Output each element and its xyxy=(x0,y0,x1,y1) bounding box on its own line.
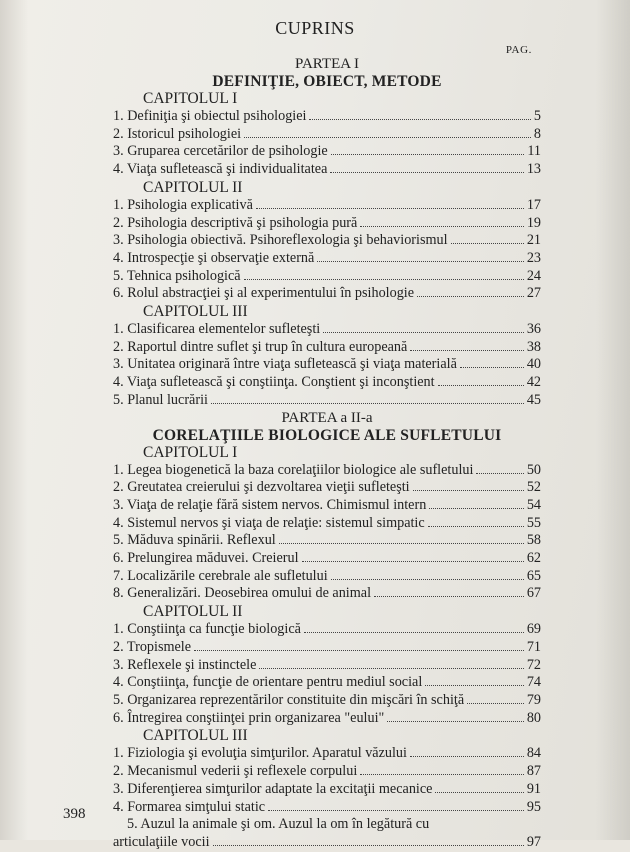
toc-entry-page: 55 xyxy=(526,514,541,531)
leader-dots xyxy=(410,756,524,757)
chapter-label: CAPITOLUL I xyxy=(143,443,238,461)
toc-entry-page: 97 xyxy=(526,833,541,850)
toc-entry-page: 50 xyxy=(526,461,541,478)
toc-entry-page: 80 xyxy=(526,709,541,726)
toc-entry xyxy=(113,532,541,550)
toc-entry-title: 3. Viaţa de relaţie fără sistem nervos. Chimismul intern xyxy=(113,496,427,513)
toc-entry xyxy=(113,799,541,817)
toc-entry-page: 17 xyxy=(526,196,541,213)
toc-entry-title: 3. Unitatea originară între viaţa sufletească şi viaţa materială xyxy=(113,356,457,373)
toc-entry xyxy=(113,339,541,357)
toc-entry-page: 54 xyxy=(526,496,541,513)
toc-entry-page: 95 xyxy=(526,798,541,815)
toc-entry xyxy=(113,657,541,675)
toc-entry xyxy=(113,392,541,410)
toc-entry-title: 1. Conştiinţa ca funcţie biologică xyxy=(113,621,301,638)
leader-dots xyxy=(360,226,524,227)
toc-entry-page: 27 xyxy=(526,285,541,302)
toc-entry-page: 36 xyxy=(526,321,541,338)
toc-entry xyxy=(113,285,541,303)
leader-dots xyxy=(244,137,531,138)
leader-dots xyxy=(244,279,524,280)
toc-entry-page: 58 xyxy=(526,532,541,549)
part-heading: CORELAŢIILE BIOLOGICE ALE SUFLETULUI xyxy=(152,426,502,444)
toc-entry xyxy=(113,232,541,250)
toc-entry-page: 79 xyxy=(526,691,541,708)
toc-entry-title: 4. Conştiinţa, funcţie de orientare pentru mediul social xyxy=(113,674,423,691)
leader-dots xyxy=(425,685,524,686)
toc-entry xyxy=(113,161,541,179)
leader-dots xyxy=(374,596,524,597)
leader-dots xyxy=(211,403,524,404)
toc-entry-page: 71 xyxy=(526,638,541,655)
toc-entry xyxy=(113,374,541,392)
part-label: PARTEA a II-a xyxy=(281,409,373,426)
toc-entry-title: 3. Diferenţierea simţurilor adaptate la excitaţii mecanice xyxy=(113,780,433,797)
toc-entry-page: 5 xyxy=(533,108,541,124)
toc-entry-title: 6. Rolul abstracţiei şi al experimentului în psihologie xyxy=(113,285,415,302)
toc-entry-title: 2. Tropismele xyxy=(113,638,192,655)
toc-entry xyxy=(113,479,541,497)
table-of-contents xyxy=(113,56,541,852)
toc-entry-title: 2. Psihologia descriptivă şi psihologia pură xyxy=(113,214,358,231)
toc-entry-title: 5. Tehnica psihologică xyxy=(113,267,241,284)
toc-entry xyxy=(113,515,541,533)
leader-dots xyxy=(413,490,524,491)
leader-dots xyxy=(302,561,524,562)
leader-dots xyxy=(467,703,524,704)
leader-dots xyxy=(360,774,524,775)
toc-entry-page: 11 xyxy=(527,143,541,160)
toc-entry-page: 84 xyxy=(526,745,541,762)
leader-dots xyxy=(438,385,524,386)
leader-dots xyxy=(256,208,524,209)
toc-entry-continuation: articulaţiile vocii xyxy=(113,833,210,850)
toc-entry xyxy=(113,356,541,374)
leader-dots xyxy=(387,721,523,722)
toc-entry-title: 5. Măduva spinării. Reflexul xyxy=(113,532,276,549)
leader-dots xyxy=(460,367,524,368)
toc-entry xyxy=(113,197,541,215)
toc-entry-page: 69 xyxy=(526,621,541,638)
leader-dots xyxy=(330,172,523,173)
toc-entry-title: 7. Localizările cerebrale ale sufletului xyxy=(113,567,328,584)
leader-dots xyxy=(429,508,524,509)
toc-entry-page: 65 xyxy=(526,567,541,584)
toc-entry xyxy=(113,710,541,728)
toc-entry xyxy=(113,621,541,639)
leader-dots xyxy=(194,650,524,651)
toc-entry-page: 91 xyxy=(526,780,541,797)
toc-entry-title: 3. Gruparea cercetărilor de psihologie xyxy=(113,143,328,160)
toc-entry-title: 1. Legea biogenetică la baza corelaţiilor biologice ale sufletului xyxy=(113,461,474,478)
toc-entry-title: 4. Viaţa sufletească şi conştiinţa. Conştient şi inconştient xyxy=(113,374,435,391)
toc-entry-first-line: 5. Auzul la animale şi om. Auzul la om în legătură cu xyxy=(127,816,430,833)
toc-entry-page: 8 xyxy=(533,125,541,142)
toc-entry xyxy=(113,692,541,710)
leader-dots xyxy=(317,261,524,262)
toc-entry xyxy=(113,126,541,144)
toc-entry-page: 24 xyxy=(526,267,541,284)
page-column-label: PAG. xyxy=(505,44,532,56)
leader-dots xyxy=(309,119,530,120)
leader-dots xyxy=(410,350,524,351)
toc-entry-page: 67 xyxy=(526,585,541,602)
chapter-label: CAPITOLUL II xyxy=(143,603,243,621)
toc-entry-title: 8. Generalizări. Deosebirea omului de animal xyxy=(113,585,372,602)
toc-entry-page: 74 xyxy=(526,674,541,691)
leader-dots xyxy=(331,154,525,155)
toc-entry-page: 19 xyxy=(526,214,541,231)
toc-entry xyxy=(113,268,541,286)
toc-entry-title: 2. Istoricul psihologiei xyxy=(113,125,242,142)
toc-entry-page: 38 xyxy=(526,338,541,355)
toc-entry-page: 21 xyxy=(526,232,541,249)
part-heading: DEFINIŢIE, OBIECT, METODE xyxy=(212,73,442,90)
toc-entry xyxy=(113,250,541,268)
toc-entry-page: 87 xyxy=(526,763,541,780)
toc-entry xyxy=(113,745,541,763)
leader-dots xyxy=(323,332,524,333)
toc-entry xyxy=(113,462,541,480)
part-label: PARTEA I xyxy=(295,56,359,72)
toc-entry-title: 6. Prelungirea măduvei. Creierul xyxy=(113,550,299,567)
toc-entry xyxy=(113,834,541,852)
toc-entry-title: 5. Organizarea reprezentărilor constituite din mişcări în schiţă xyxy=(113,691,465,708)
toc-entry xyxy=(113,763,541,781)
toc-entry-title: 2. Mecanismul vederii şi reflexele corpului xyxy=(113,763,358,780)
toc-entry-title: 3. Psihologia obiectivă. Psihoreflexologia şi behaviorismul xyxy=(113,232,448,249)
toc-entry-title: 1. Fiziologia şi evoluţia simţurilor. Aparatul văzului xyxy=(113,745,407,762)
leader-dots xyxy=(331,579,524,580)
toc-entry-title: 1. Psihologia explicativă xyxy=(113,196,253,213)
toc-entry-page: 13 xyxy=(526,161,541,178)
toc-entry-page: 52 xyxy=(526,479,541,496)
chapter-label: CAPITOLUL III xyxy=(143,727,248,745)
toc-entry-title: 6. Întregirea conştiinţei prin organizarea "eului" xyxy=(113,709,385,726)
toc-entry xyxy=(113,639,541,657)
page-number: 398 xyxy=(63,806,86,822)
toc-entry xyxy=(113,674,541,692)
toc-entry xyxy=(113,143,541,161)
leader-dots xyxy=(213,845,524,846)
leader-dots xyxy=(279,543,524,544)
chapter-label: CAPITOLUL II xyxy=(143,178,243,196)
leader-dots xyxy=(417,296,524,297)
page-title: CUPRINS xyxy=(275,18,355,38)
leader-dots xyxy=(476,473,523,474)
toc-entry-title: 1. Definiţia şi obiectul psihologiei xyxy=(113,108,307,124)
toc-entry-title: 2. Raportul dintre suflet şi trup în cultura europeană xyxy=(113,338,408,355)
toc-entry-title: 5. Planul lucrării xyxy=(113,391,208,408)
toc-entry xyxy=(113,108,541,126)
toc-entry xyxy=(113,550,541,568)
toc-entry-title: 4. Sistemul nervos şi viaţa de relaţie: sistemul simpatic xyxy=(113,514,425,531)
toc-entry-page: 23 xyxy=(526,249,541,266)
toc-entry-title: 3. Reflexele şi instinctele xyxy=(113,656,257,673)
toc-entry-title: 2. Greutatea creierului şi dezvoltarea vieţii sufleteşti xyxy=(113,479,410,496)
leader-dots xyxy=(451,243,524,244)
toc-entry-title: 4. Viaţa sufletească şi individualitatea xyxy=(113,161,328,178)
toc-entry xyxy=(113,568,541,586)
toc-entry xyxy=(113,215,541,233)
toc-entry xyxy=(113,781,541,799)
leader-dots xyxy=(435,792,523,793)
toc-entry-title: 4. Formarea simţului static xyxy=(113,798,266,815)
chapter-label: CAPITOLUL III xyxy=(143,303,248,321)
leader-dots xyxy=(259,668,523,669)
toc-entry-title: 4. Introspecţie şi observaţie externă xyxy=(113,249,315,266)
toc-entry-page: 40 xyxy=(526,356,541,373)
toc-entry-page: 62 xyxy=(526,550,541,567)
toc-entry-title: 1. Clasificarea elementelor sufleteşti xyxy=(113,321,321,338)
leader-dots xyxy=(428,526,524,527)
chapter-label: CAPITOLUL I xyxy=(143,90,238,107)
leader-dots xyxy=(268,810,524,811)
toc-entry-page: 45 xyxy=(526,391,541,408)
toc-entry xyxy=(113,321,541,339)
toc-entry xyxy=(113,497,541,515)
toc-entry-page: 72 xyxy=(526,656,541,673)
toc-entry xyxy=(113,585,541,603)
toc-entry-page: 42 xyxy=(526,374,541,391)
leader-dots xyxy=(304,632,524,633)
